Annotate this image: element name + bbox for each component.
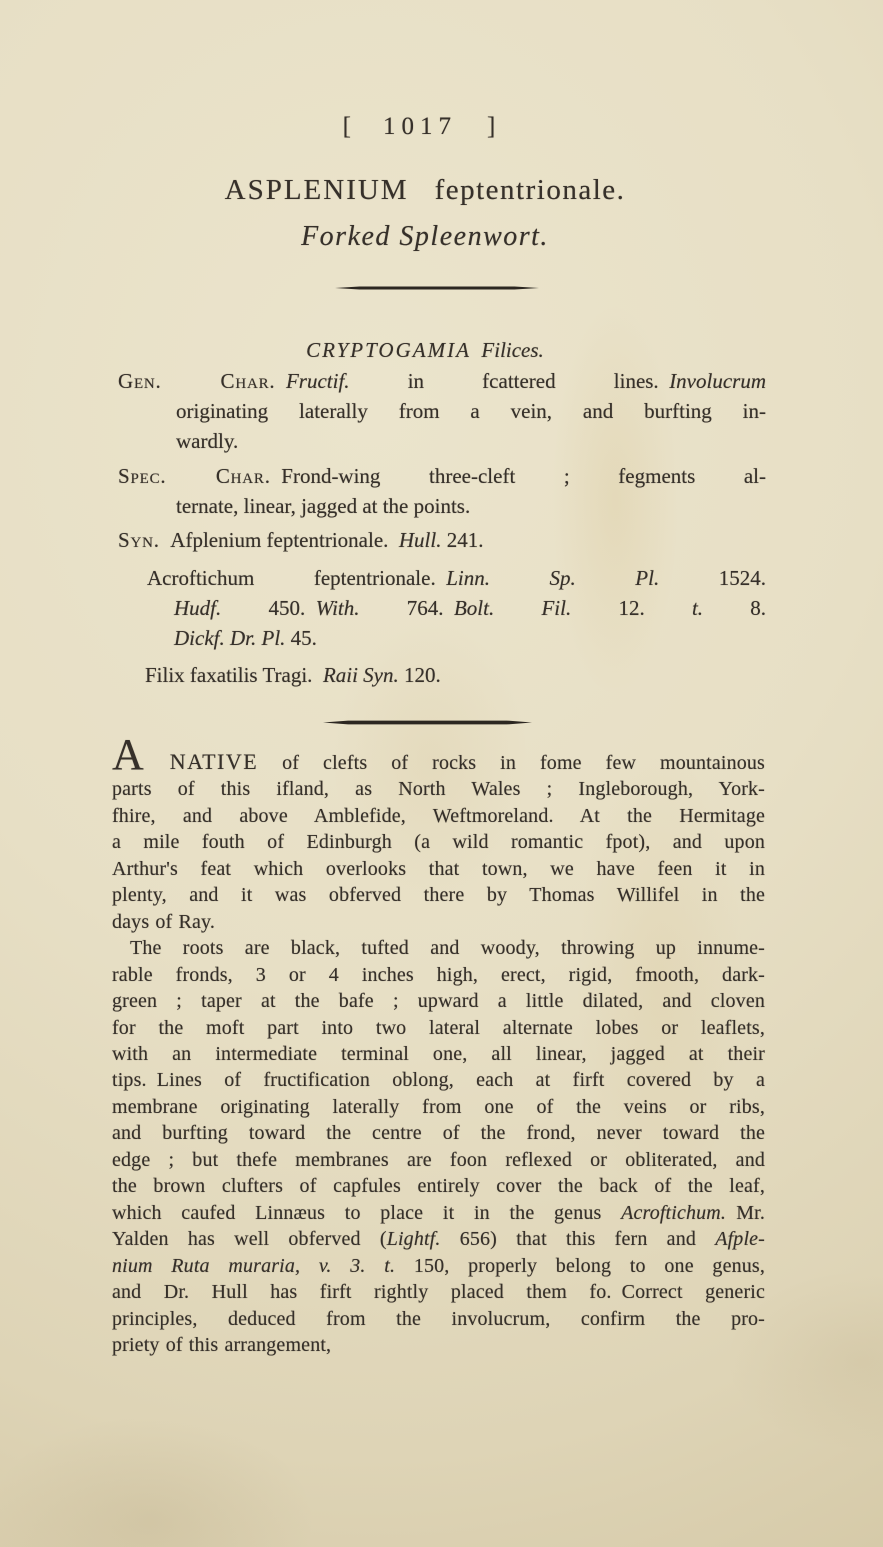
synopsis-line — [118, 426, 766, 456]
text-segment: priety of this arrangement, — [112, 1333, 332, 1356]
text-segment: for the moft part into two lateral alternate lobes or leaflets, — [112, 1016, 765, 1039]
taxonomy-class-heading — [95, 338, 755, 363]
body-text-line — [112, 1226, 765, 1252]
body-text-line — [112, 1306, 765, 1332]
text-segment: in fcattered lines. — [349, 369, 670, 393]
text-segment: of clefts of rocks in fome few mountainous — [258, 752, 765, 774]
synopsis-line — [118, 623, 766, 653]
text-segment — [146, 752, 170, 774]
text-segment: 656) that this fern and — [440, 1228, 716, 1251]
text-segment: The roots are black, tufted and woody, throwing up innume- — [130, 937, 765, 960]
page-number — [95, 113, 745, 141]
text-segment: 12. — [571, 596, 692, 620]
body-text-line — [112, 1041, 765, 1067]
text-segment: Dickf. Dr. Pl. — [174, 626, 286, 650]
text-segment: A — [112, 730, 146, 779]
text-segment: 764. — [359, 596, 454, 620]
text-segment: parts of this ifland, as North Wales ; Ingleborough, York- — [112, 778, 765, 801]
body-text-line — [112, 829, 765, 855]
description-body — [112, 730, 765, 1358]
body-text-line — [112, 730, 765, 779]
body-text-line — [112, 909, 765, 935]
common-name-subtitle: Forked Spleenwort. — [301, 221, 549, 252]
text-segment: Raii Syn. — [322, 663, 399, 687]
text-segment: CRYPTOGAMIA — [306, 338, 471, 362]
species-title — [95, 174, 755, 207]
synopsis-line — [118, 491, 766, 521]
text-segment: membrane originating laterally from one of the veins or ribs, — [112, 1095, 765, 1118]
title-species-epithet: feptentrionale. — [434, 174, 626, 206]
synopsis-line — [118, 593, 766, 623]
text-segment: Lightf. — [386, 1228, 441, 1251]
text-segment: green ; taper at the bafe ; upward a little dilated, and cloven — [112, 990, 765, 1013]
text-segment: Gen. Char. — [118, 369, 276, 393]
text-segment — [471, 338, 482, 362]
synopsis-line — [118, 660, 766, 690]
text-segment: t. — [691, 596, 704, 620]
text-segment: with an intermediate terminal one, all linear, jagged at their — [112, 1042, 765, 1065]
text-segment: 120. — [398, 663, 441, 687]
text-segment: Spec. Char. — [118, 464, 271, 488]
body-text-line — [112, 1120, 765, 1146]
page-number-digits: 1017 — [383, 113, 457, 140]
body-text-line — [112, 776, 765, 802]
text-segment: tips. Lines of fructification oblong, each at firft covered by a — [112, 1069, 765, 1092]
synopsis-line — [118, 525, 766, 555]
page-number-bracket-left: [ — [342, 113, 353, 140]
text-segment: Linn. Sp. Pl. — [446, 566, 660, 590]
text-segment: nium Ruta muraria, v. 3. t. — [112, 1254, 396, 1277]
text-segment: plenty, and it was obferved there by Thomas Willifel in the — [112, 884, 765, 907]
text-segment: Acroftichum. — [621, 1201, 727, 1224]
text-segment: 150, properly belong to one genus, — [395, 1254, 765, 1277]
text-segment: Fructif. — [285, 369, 350, 393]
synopsis-line — [118, 563, 766, 593]
text-segment: Filices. — [481, 338, 544, 362]
body-text-line — [112, 1173, 765, 1199]
text-segment: the brown clufters of capfules entirely cover the back of the leaf, — [112, 1175, 765, 1198]
taxonomy-heading-line — [95, 338, 755, 363]
synopsis-line — [118, 396, 766, 426]
body-text-line — [112, 1147, 765, 1173]
text-segment: Yalden has well obferved ( — [112, 1228, 387, 1251]
body-text-line — [112, 882, 765, 908]
text-segment: 45. — [285, 626, 317, 650]
text-segment: Frond-wing three-cleft ; fegments al- — [270, 464, 767, 488]
text-segment: Hudf. — [174, 596, 222, 620]
body-text-line — [112, 962, 765, 988]
body-text-line — [112, 1015, 765, 1041]
synopsis-block — [118, 366, 766, 690]
text-segment: edge ; but thefe membranes are foon reflexed or obliterated, and — [112, 1148, 765, 1171]
text-segment: Hull. — [398, 528, 442, 552]
divider-rule-top — [335, 286, 539, 290]
text-segment: Syn. — [118, 528, 160, 552]
text-segment: which caufed Linnæus to place it in the genus — [112, 1201, 622, 1224]
text-segment: NATIVE — [169, 749, 259, 774]
text-segment: Afplenium feptentrionale. — [159, 528, 399, 552]
text-segment: Acroftichum feptentrionale. — [147, 566, 447, 590]
text-segment: Afple- — [715, 1228, 765, 1251]
text-segment: and burfting toward the centre of the frond, never toward the — [112, 1122, 765, 1145]
text-segment: and Dr. Hull has firft rightly placed them fo. Correct generic — [112, 1281, 765, 1304]
body-text-line — [112, 1094, 765, 1120]
text-segment: Arthur's feat which overlooks that town, we have feen it in — [112, 857, 765, 880]
body-text-line — [112, 1067, 765, 1093]
text-segment: 1524. — [659, 566, 767, 590]
body-text-line — [112, 988, 765, 1014]
text-segment: ternate, linear, jagged at the points. — [176, 494, 471, 518]
text-segment: 450. — [221, 596, 316, 620]
page-number-bracket-right: ] — [487, 113, 498, 140]
synopsis-line — [118, 366, 766, 396]
text-segment: fhire, and above Amblefide, Weftmoreland. At the Hermitage — [112, 804, 765, 827]
body-text-line — [112, 1200, 765, 1226]
text-segment: 8. — [703, 596, 767, 620]
text-segment: 241. — [441, 528, 484, 552]
divider-rule-middle — [323, 720, 532, 725]
text-segment — [275, 369, 286, 393]
body-text-line — [112, 803, 765, 829]
body-text-line — [112, 1332, 765, 1358]
text-segment: Bolt. Fil. — [453, 596, 572, 620]
text-segment: principles, deduced from the involucrum, confirm the pro- — [112, 1307, 765, 1330]
text-segment: rable fronds, 3 or 4 inches high, erect, rigid, fmooth, dark- — [112, 963, 765, 986]
text-segment: originating laterally from a vein, and burfting in- — [176, 399, 766, 423]
body-text-line — [112, 1253, 765, 1279]
text-segment: days of Ray. — [112, 910, 216, 933]
text-segment: With. — [315, 596, 360, 620]
text-segment: Filix faxatilis Tragi. — [145, 663, 323, 687]
text-segment: a mile fouth of Edinburgh (a wild romantic fpot), and upon — [112, 831, 765, 854]
text-segment: wardly. — [176, 429, 239, 453]
body-text-line — [112, 856, 765, 882]
text-segment: Mr. — [726, 1201, 765, 1224]
text-segment: Involucrum — [669, 369, 766, 393]
synopsis-line — [118, 461, 766, 491]
body-text-line — [112, 1279, 765, 1305]
title-genus: ASPLENIUM — [224, 174, 409, 206]
body-text-line — [112, 935, 765, 961]
